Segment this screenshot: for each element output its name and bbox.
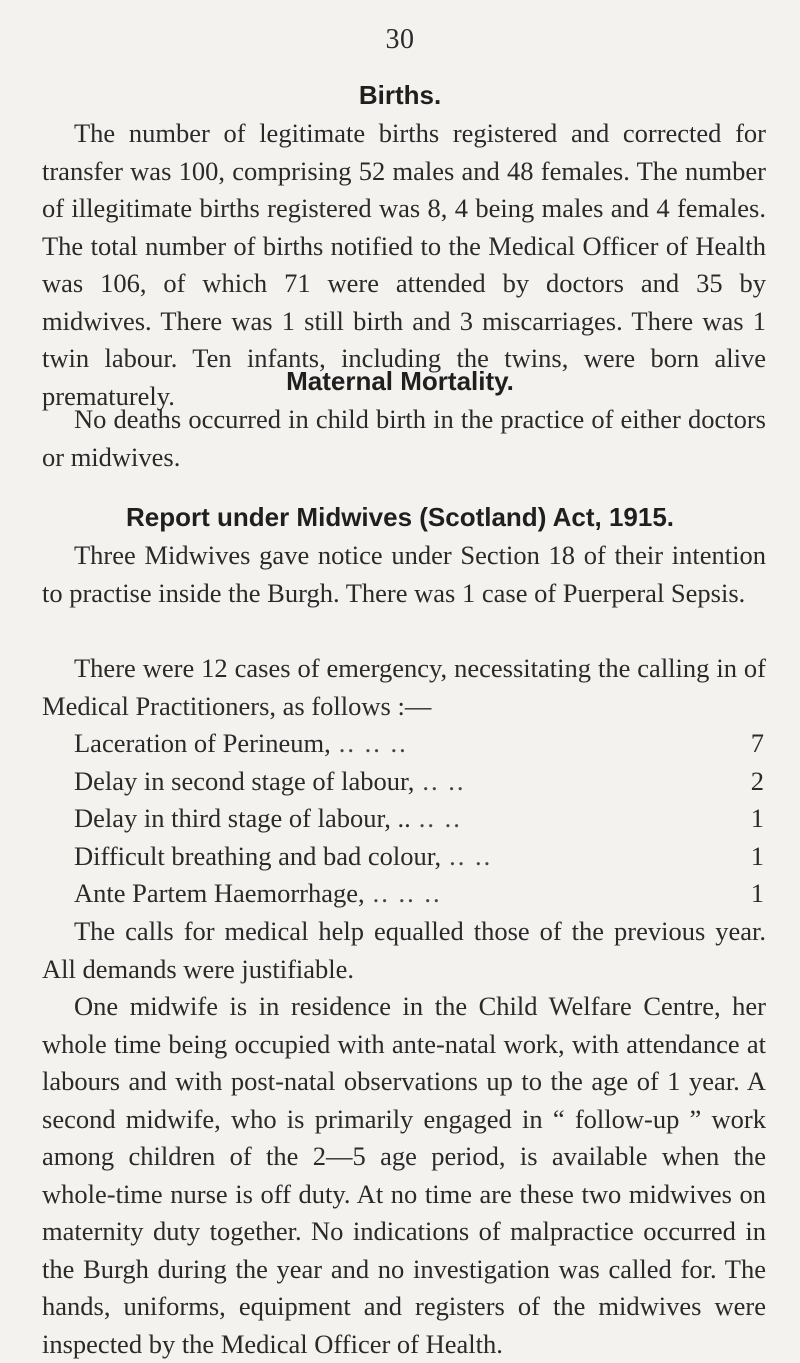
case-count: 1: [750, 803, 764, 833]
report-paragraph-1: Three Midwives gave notice under Section 18 of their intention to practise inside the Burgh. There was 1 case of Puerperal Sepsis.: [42, 540, 766, 608]
case-leader-dots: .. ..: [449, 840, 493, 871]
maternal-mortality-paragraph: No deaths occurred in child birth in the practice of either doctors or midwives.: [42, 404, 766, 472]
case-label: Ante Partem Haemorrhage,: [74, 878, 365, 908]
report-paragraph-3: The calls for medical help equalled those of the previous year. All demands were justifiable.: [42, 916, 766, 984]
case-row: [74, 838, 764, 876]
case-label: Laceration of Perineum,: [74, 728, 331, 758]
case-row: [74, 875, 764, 913]
case-row: [74, 800, 764, 838]
case-count: 2: [750, 765, 764, 796]
case-leader-dots: .. ..: [422, 765, 466, 796]
case-count: 1: [750, 840, 764, 871]
case-count: 1: [750, 878, 764, 908]
report-paragraph-4: One midwife is in residence in the Child Welfare Centre, her whole time being occupied with ante-natal work, with attendance at labours and with post-natal observations up to the age of 1 year. A second midwife, who is primarily engaged in “ follow-up ” work among children of the 2—5 age period, is available when the whole-time nurse is off duty. At no time are these two midwives on maternity duty together. No indications of malpractice occurred in the Burgh during the year and no investigation was called for. The hands, uniforms, equipment and registers of the midwives were inspected by the Medical Officer of Health.: [42, 991, 766, 1359]
case-leader-dots: .. ..: [418, 803, 462, 833]
case-leader-dots: .. .. ..: [372, 878, 442, 908]
case-label: Delay in third stage of labour, ..: [74, 803, 411, 833]
report-heading: Report under Midwives (Scotland) Act, 1915.: [125, 502, 675, 532]
maternal-mortality-heading: Maternal Mortality.: [286, 366, 514, 396]
births-paragraph: The number of legitimate births registered and corrected for transfer was 100, comprising 52 males and 48 females. The number of illegitimate births registered was 8, 4 being males and 4 females. The total number of births notified to the Medical Officer of Health was 106, of which 71 were attended by doctors and 35 by midwives. There was 1 still birth and 3 miscarriages. There was 1 twin labour. Ten infants, including the twins, were born alive prematurely.: [42, 118, 766, 411]
case-row: [74, 725, 764, 763]
births-heading: Births.: [358, 80, 442, 110]
case-row: [74, 763, 764, 801]
report-paragraph-2: There were 12 cases of emergency, necessitating the calling in of Medical Practitioners, as follows :—: [42, 653, 766, 721]
emergency-case-list: [74, 725, 764, 913]
case-label: Delay in second stage of labour,: [74, 765, 415, 796]
case-leader-dots: .. .. ..: [338, 728, 408, 758]
case-label: Difficult breathing and bad colour,: [74, 840, 442, 871]
page-number: 30: [385, 24, 415, 55]
case-count: 7: [750, 728, 764, 758]
